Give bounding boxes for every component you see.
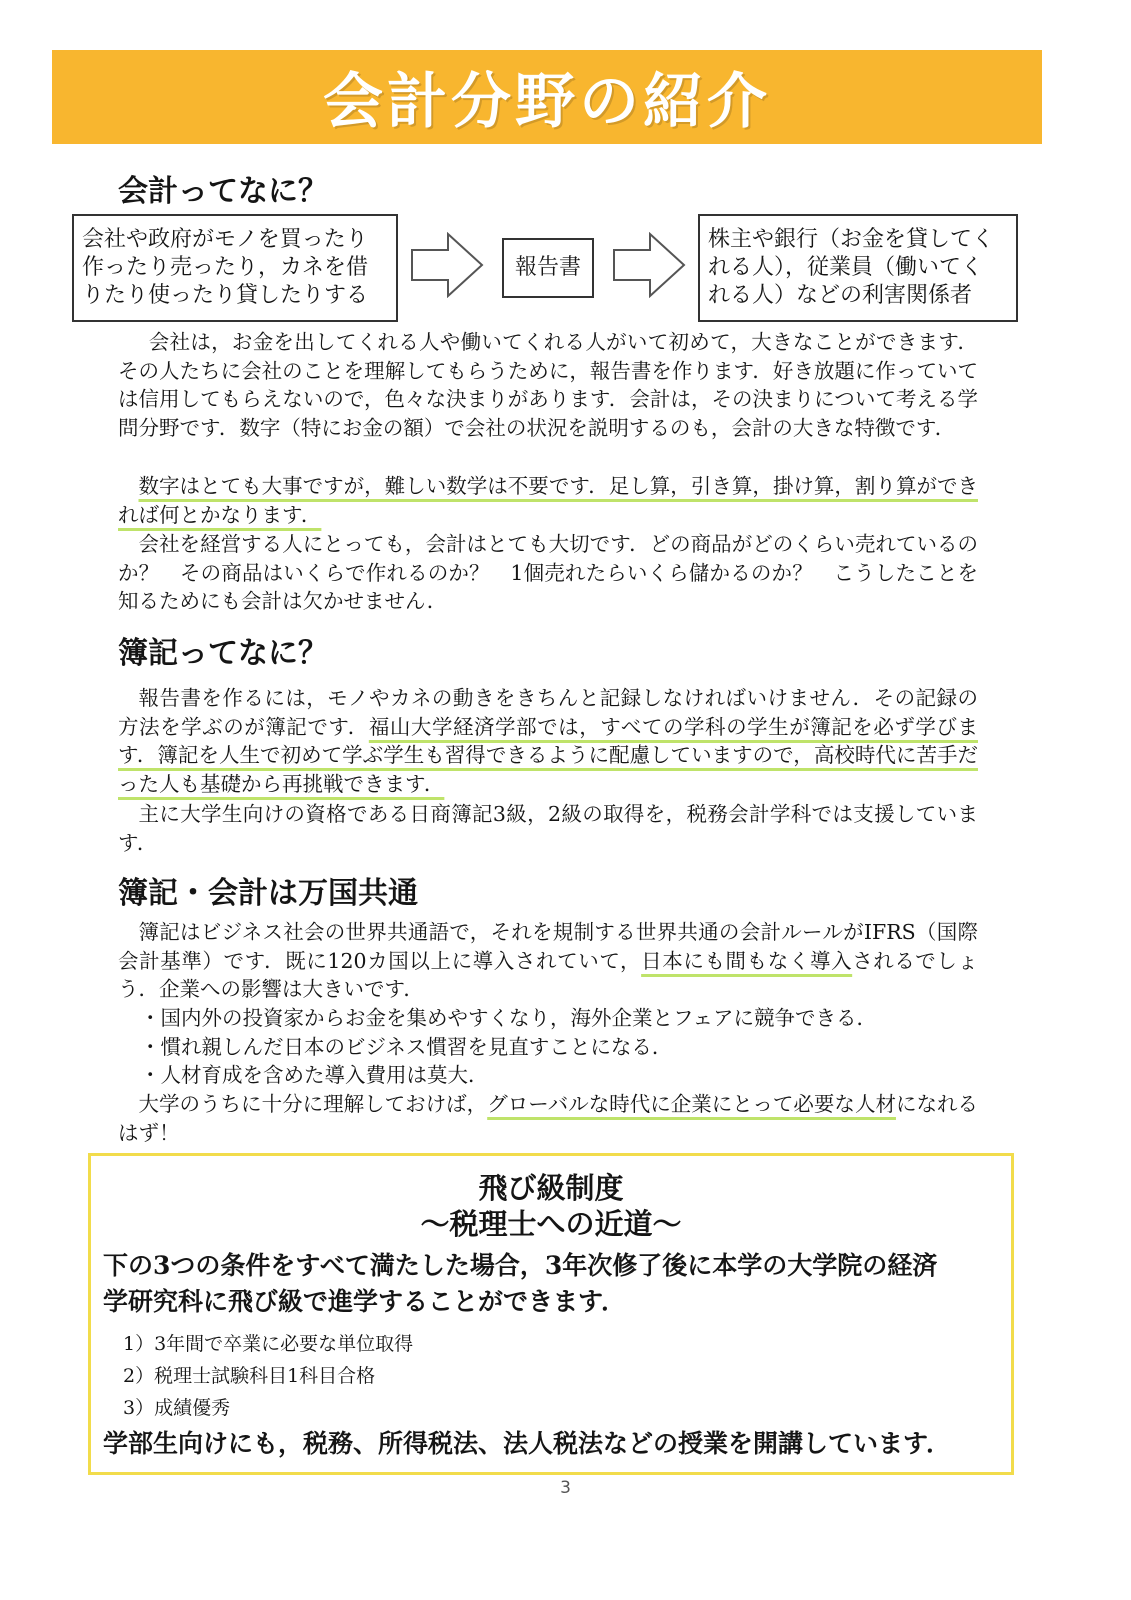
condition-item: 2）税理士試験科目1科目合格 (123, 1365, 376, 1387)
flow-box-report (502, 238, 594, 298)
section-heading-bookkeeping: 簿記ってなに？ (118, 636, 328, 671)
callout-line: 学研究科に飛び級で進学することができます． (103, 1287, 627, 1316)
page-title: 会計分野の紹介 (323, 67, 771, 137)
impact-list (140, 1004, 877, 1090)
paragraph-text: 簿記はビジネス社会の世界共通語で，それを規制する世界共通の会計ルールがIFRS（国際会計基準）です．既に120カ国以上に導入されていて， (118, 920, 978, 973)
conditions-list (123, 1328, 413, 1424)
list-item: ・国内外の投資家からお金を集めやすくなり，海外企業とフェアに競争できる． (140, 1006, 877, 1030)
condition-item: 1）3年間で卒業に必要な単位取得 (123, 1333, 414, 1355)
accounting-paragraph-1: 会社は，お金を出してくれる人や働いてくれる人がいて初めて，大きなことができます．その人たちに会社のことを理解してもらうために，報告書を作ります．好き放題に作っていては信用してもらえないので，色々な決まりがあります．会計は，その決まりについて考える学問分野です．数字（特にお金の額）で会社の状況を説明するのも，会計の大きな特徴です． (118, 330, 978, 440)
accounting-paragraph-3: 会社を経営する人にとっても，会計はとても大切です．どの商品がどのくらい売れているのか？ その商品はいくらで作れるのか？ 1個売れたらいくら儲かるのか？ こうしたことを知るためにも会計は欠かせません． (118, 532, 978, 613)
arrow-right-icon (410, 232, 484, 298)
callout-footer: 学部生向けにも，税務、所得税法、法人税法などの授業を開講しています． (103, 1429, 952, 1458)
list-item: ・人材育成を含めた導入費用は莫大． (140, 1063, 489, 1087)
flow-box-line: れる人），従業員（働いてく (708, 255, 984, 280)
flow-box-stakeholders (698, 214, 1018, 322)
list-item: ・慣れ親しんだ日本のビジネス慣習を見直すことになる． (140, 1034, 673, 1059)
arrow-right-icon (612, 232, 686, 298)
accounting-paragraph-2 (118, 472, 978, 529)
title-banner (52, 50, 1042, 144)
page-number: 3 (560, 1478, 571, 1498)
paragraph-text: されるでしょう．企業への影響は大きいです． (118, 948, 979, 1001)
skip-grade-callout (88, 1153, 1014, 1475)
bookkeeping-paragraph-1 (118, 684, 978, 798)
flow-box-activities (72, 214, 398, 322)
flow-box-line: 作ったり売ったり，カネを借 (82, 255, 369, 280)
paragraph-text: 報告書を作るには，モノやカネの動きをきちんと記録しなければいけません．その記録の方法を学ぶのが簿記です． (118, 686, 978, 739)
callout-line: 下の3つの条件をすべて満たした場合，3年次修了後に本学の大学院の経済 (103, 1251, 938, 1280)
section-heading-universal: 簿記・会計は万国共通 (118, 876, 418, 911)
condition-item: 3）成績優秀 (123, 1397, 231, 1419)
highlight-text: 数字はとても大事ですが，難しい数学は不要です．足し算，引き算，掛け算，割り算ができれば何とかなります． (118, 474, 978, 527)
flow-box-line: りたり使ったり貸したりする (82, 283, 369, 308)
flow-box-line: 会社や政府がモノを買ったり (82, 227, 368, 252)
bookkeeping-paragraph-2: 主に大学生向けの資格である日商簿記3級，2級の取得を，税務会計学科では支援しています． (118, 802, 978, 855)
highlight-text: グローバルな時代に企業にとって必要な人材 (487, 1092, 896, 1116)
universal-paragraph-2 (118, 1090, 978, 1147)
flow-box-line: れる人）などの利害関係者 (708, 283, 973, 308)
universal-paragraph-1 (118, 918, 978, 1004)
callout-title: 飛び級制度 (478, 1171, 624, 1205)
flow-box-line: 株主や銀行（お金を貸してく (708, 227, 995, 252)
highlight-text: 福山大学経済学部では，すべての学科の学生が簿記を必ず学びます．簿記を人生で初めて学ぶ学生も習得できるように配慮していますので，高校時代に苦手だった人も基礎から再挑戦できます． (118, 714, 978, 796)
flow-box-report-label: 報告書 (514, 255, 581, 280)
paragraph-text: になれるはず！ (118, 1092, 979, 1145)
callout-subtitle: 〜税理士への近道〜 (420, 1207, 682, 1241)
paragraph-text: 大学のうちに十分に理解しておけば， (138, 1092, 488, 1116)
highlight-text: 日本にも間もなく導入 (641, 948, 853, 973)
section-heading-accounting: 会計ってなに？ (118, 174, 328, 209)
